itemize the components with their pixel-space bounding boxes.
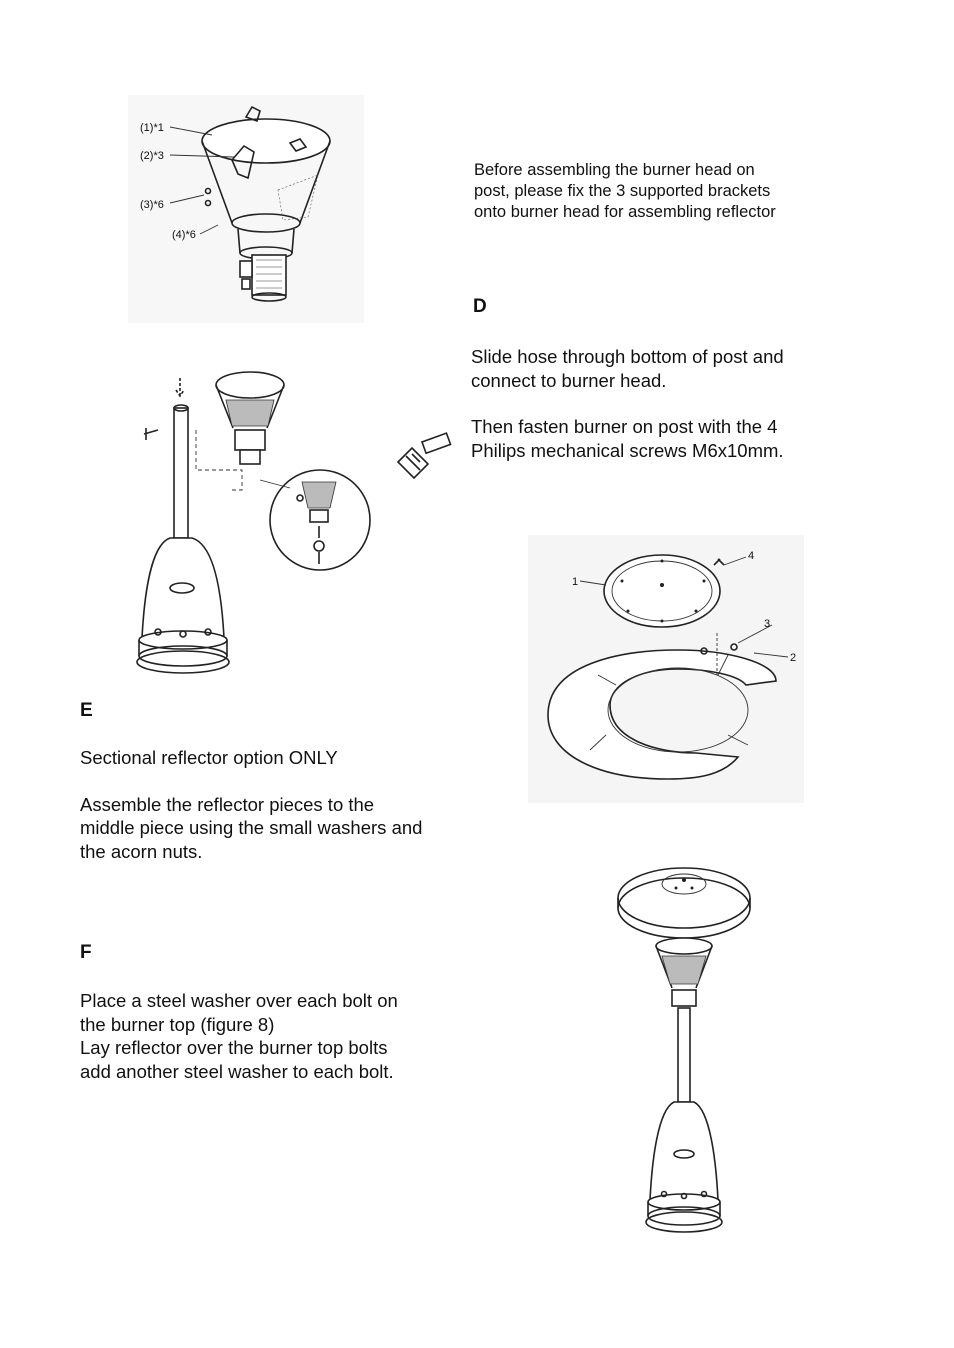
- section-e-paragraph: [80, 746, 480, 770]
- burner-head-bracket-figure: [128, 95, 364, 323]
- figure-label: 1: [572, 576, 579, 588]
- post-burner-assembly-figure: [130, 370, 460, 690]
- figure-label: (4)*6: [172, 229, 196, 241]
- section-d-paragraph: [471, 345, 851, 392]
- section-d-line: Philips mechanical screws M6x10mm.: [471, 439, 784, 461]
- section-f-line: add another steel washer to each bolt.: [80, 1060, 394, 1082]
- figure-label: 4: [748, 550, 755, 562]
- section-e-line: Assemble the reflector pieces to the: [80, 793, 375, 815]
- section-e-body: [80, 746, 480, 863]
- section-f-line: Place a steel washer over each bolt on: [80, 990, 398, 1011]
- section-e-line: middle piece using the small washers and: [80, 817, 423, 838]
- intro-note: [474, 160, 834, 223]
- intro-note-line: Before assembling the burner head on: [474, 161, 755, 179]
- figure-label: (1)*1: [140, 122, 164, 134]
- intro-note-line: onto burner head for assembling reflector: [474, 203, 776, 221]
- section-e-paragraph: [80, 793, 480, 864]
- section-d-body: [471, 345, 851, 462]
- section-f-line: the burner top (figure 8): [80, 1013, 275, 1035]
- section-f-heading: F: [80, 942, 92, 963]
- section-e-heading: E: [80, 700, 93, 721]
- assembled-heater-figure: [612, 850, 756, 1240]
- figure-label: 3: [764, 618, 771, 630]
- figure-label: 2: [790, 652, 797, 664]
- section-e-line: the acorn nuts.: [80, 840, 203, 862]
- intro-note-line: post, please fix the 3 supported brackets: [474, 182, 771, 200]
- section-d-line: Then fasten burner on post with the 4: [471, 416, 778, 437]
- section-d-heading: D: [473, 296, 487, 317]
- section-d-line: Slide hose through bottom of post and: [471, 346, 784, 367]
- section-e-line: Sectional reflector option ONLY: [80, 747, 338, 768]
- figure-label: (2)*3: [140, 150, 164, 162]
- reflector-parts-figure: [528, 535, 804, 803]
- section-d-paragraph: [471, 415, 851, 462]
- section-f-line: Lay reflector over the burner top bolts: [80, 1037, 388, 1058]
- section-f-body: [80, 989, 480, 1083]
- section-d-line: connect to burner head.: [471, 369, 667, 391]
- figure-label: (3)*6: [140, 199, 164, 211]
- section-f-paragraph: [80, 989, 480, 1083]
